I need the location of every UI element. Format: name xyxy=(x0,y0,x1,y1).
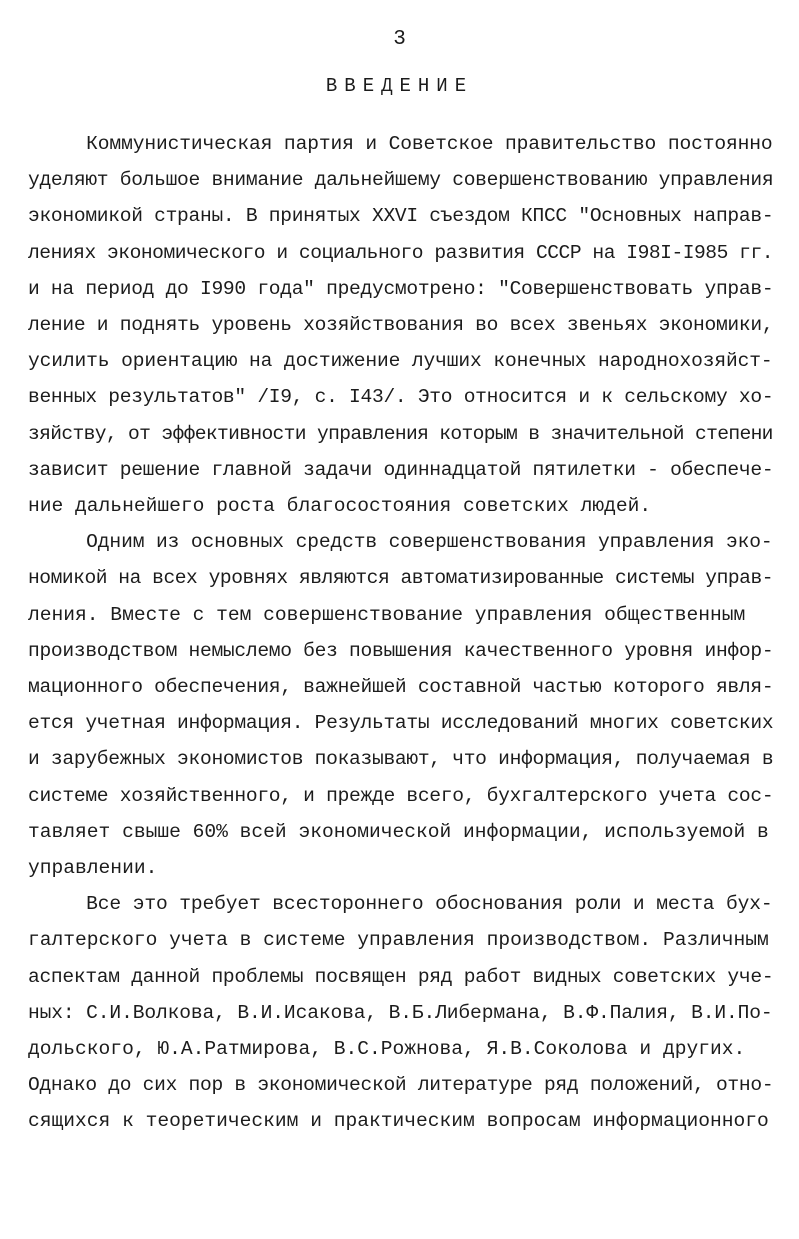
text-line: аспектам данной проблемы посвящен ряд работ видных советских уче- xyxy=(28,965,774,988)
text-line: ления. Вместе с тем совершенствование управления общественным xyxy=(28,603,746,626)
text-line: венных результатов" /I9, с. I43/. Это относится и к сельскому хо- xyxy=(28,386,774,409)
text-line: галтерского учета в системе управления производством. Различным xyxy=(28,929,769,952)
text-line: мационного обеспечения, важнейшей составной частью которого явля- xyxy=(28,676,774,699)
text-line: сящихся к теоретическим и практическим вопросам информационного xyxy=(28,1110,769,1133)
text-line: ется учетная информация. Результаты исследований многих советских xyxy=(28,712,774,735)
text-line: Все это требует всестороннего обоснования роли и места бух- xyxy=(28,893,773,916)
section-heading: ВВЕДЕНИЕ xyxy=(325,75,474,97)
text-line: ных: С.И.Волкова, В.И.Исакова, В.Б.Либермана, В.Ф.Палия, В.И.По- xyxy=(28,1001,773,1024)
text-line: системе хозяйственного, и прежде всего, бухгалтерского учета сос- xyxy=(28,784,774,807)
text-line: производством немыслемо без повышения качественного уровня инфор- xyxy=(28,639,774,662)
text-line: дольского, Ю.А.Ратмирова, В.С.Рожнова, Я.В.Соколова и других. xyxy=(28,1038,746,1061)
text-line: и на период до I990 года" предусмотрено: "Совершенствовать управ- xyxy=(28,277,774,300)
text-line: экономикой страны. В принятых XXVI съездом КПСС "Основных направ- xyxy=(28,205,774,228)
text-line: усилить ориентацию на достижение лучших конечных народнохозяйст- xyxy=(28,350,773,373)
text-line: зяйству, от эффективности управления которым в значительной степени xyxy=(28,422,773,445)
text-line: зависит решение главной задачи одиннадцатой пятилетки - обеспече- xyxy=(28,458,774,481)
text-line: ние дальнейшего роста благосостояния советских людей. xyxy=(28,495,652,518)
text-line: Одним из основных средств совершенствования управления эко- xyxy=(28,531,773,554)
text-line: лениях экономического и социального развития СССР на I98I-I985 гг. xyxy=(28,241,774,264)
text-line: Коммунистическая партия и Советское правительство постоянно xyxy=(28,133,773,155)
text-line: ление и поднять уровень хозяйствования во всех звеньях экономики, xyxy=(28,314,774,337)
text-line: номикой на всех уровнях являются автоматизированные системы управ- xyxy=(28,567,774,590)
text-line: тавляет свыше 60% всей экономической информации, используемой в xyxy=(28,820,769,843)
text-line: уделяют большое внимание дальнейшему совершенствованию управления xyxy=(28,169,774,192)
text-line: и зарубежных экономистов показывают, что информация, получаемая в xyxy=(28,748,774,771)
text-line: управлении. xyxy=(28,857,158,880)
body-text xyxy=(28,126,773,1140)
page-number: 3 xyxy=(393,28,406,51)
text-line: Однако до сих пор в экономической литературе ряд положений, отно- xyxy=(28,1074,774,1097)
